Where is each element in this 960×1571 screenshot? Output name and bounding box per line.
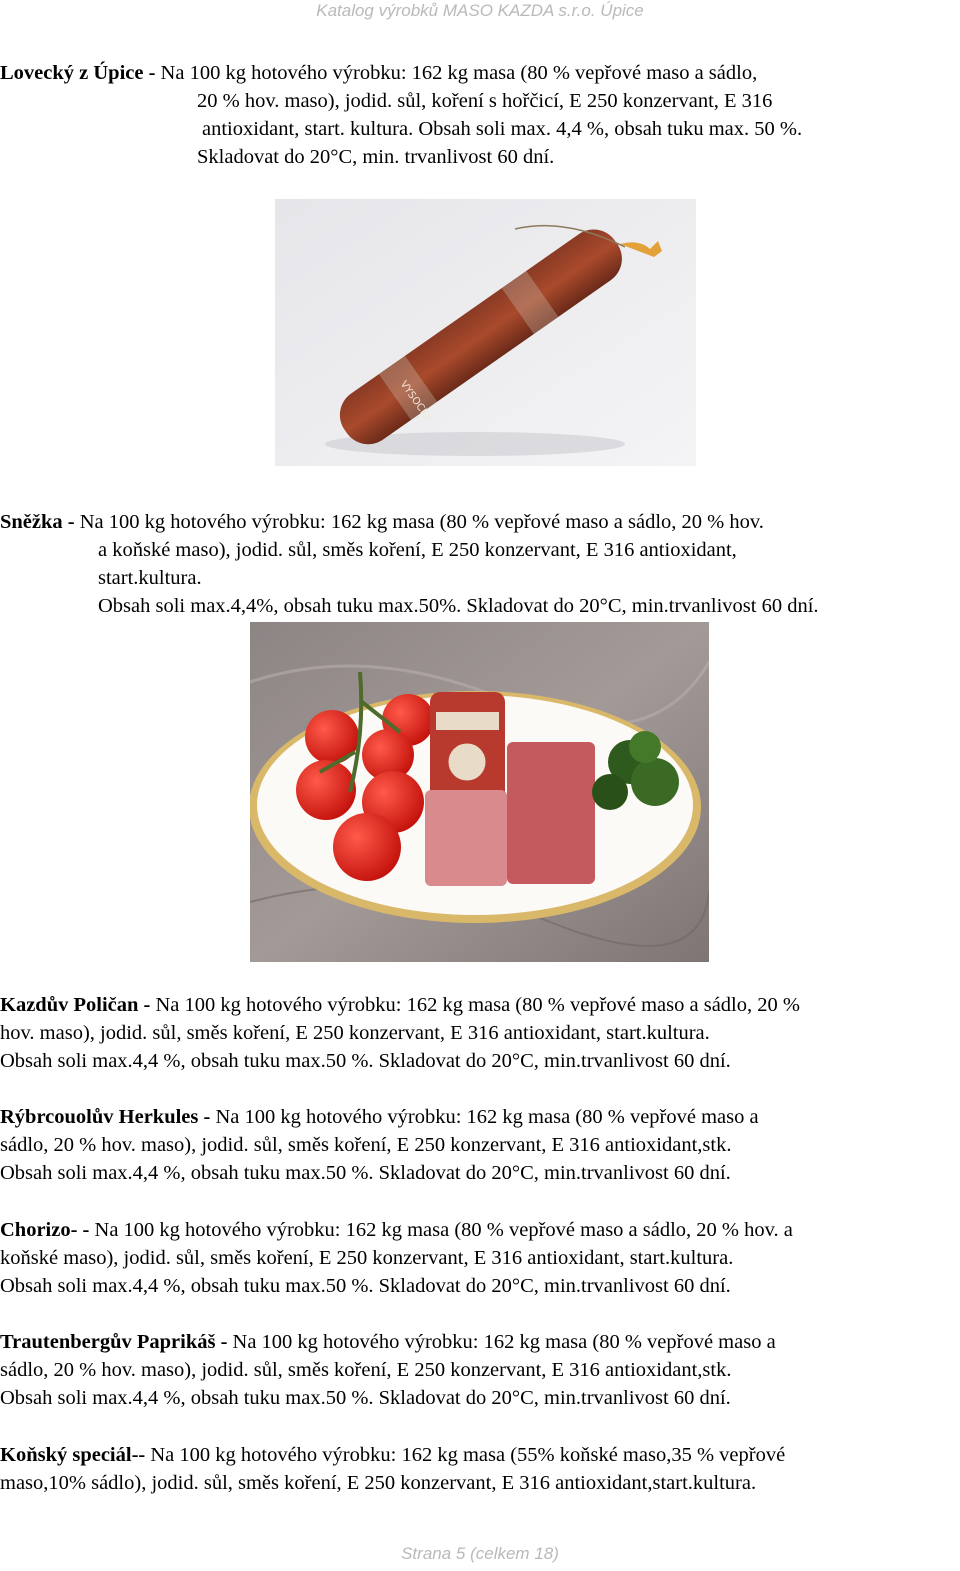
product-7-line-2: maso,10% sádlo), jodid. sůl, směs koření, E 250 konzervant, E 316 antioxidant,start.kultura. (0, 1472, 757, 1494)
product-3-text: Na 100 kg hotového výrobku: 162 kg masa (80 % vepřové maso a sádlo, 20 % (155, 994, 800, 1016)
page-header: Katalog výrobků MASO KAZDA s.r.o. Úpice (316, 1, 644, 20)
product-7-name: Koňský speciál-- (0, 1444, 151, 1466)
product-2-line-2: a koňské maso), jodid. sůl, směs koření, E 250 konzervant, E 316 antioxidant, (98, 539, 737, 561)
page-footer: Strana 5 (celkem 18) (401, 1544, 559, 1563)
product-6-line-1 (0, 1328, 776, 1356)
product-1-line-3: antioxidant, start. kultura. Obsah soli max. 4,4 %, obsah tuku max. 50 %. (202, 118, 803, 140)
product-3-line-1 (0, 991, 800, 1019)
product-6-name: Trautenbergův Paprikáš - (0, 1331, 233, 1353)
product-3-name: Kazdův Poličan - (0, 994, 156, 1016)
product-5-name: Chorizo- - (0, 1219, 95, 1241)
product-6-line-2: sádlo, 20 % hov. maso), jodid. sůl, směs koření, E 250 konzervant, E 316 antioxidant,stk. (0, 1359, 732, 1381)
product-1-name: Lovecký z Úpice - (0, 62, 161, 84)
product-5-line-3: Obsah soli max.4,4 %, obsah tuku max.50 %. Skladovat do 20°C, min.trvanlivost 60 dní. (0, 1275, 731, 1297)
product-4-line-2: sádlo, 20 % hov. maso), jodid. sůl, směs koření, E 250 konzervant, E 316 antioxidant,stk. (0, 1134, 732, 1156)
plate-photo (250, 622, 709, 962)
product-4-name: Rýbrcouolův Herkules - (0, 1106, 216, 1128)
product-2-line-3: start.kultura. (98, 567, 202, 589)
product-6-line-3: Obsah soli max.4,4 %, obsah tuku max.50 %. Skladovat do 20°C, min.trvanlivost 60 dní. (0, 1387, 731, 1409)
product-3-line-2: hov. maso), jodid. sůl, směs koření, E 250 konzervant, E 316 antioxidant, start.kultura. (0, 1022, 710, 1044)
product-3-line-3: Obsah soli max.4,4 %, obsah tuku max.50 %. Skladovat do 20°C, min.trvanlivost 60 dní. (0, 1050, 731, 1072)
product-4-line-1 (0, 1103, 759, 1131)
product-1-line-1 (0, 59, 757, 87)
product-7-text: Na 100 kg hotového výrobku: 162 kg masa (55% koňské maso,35 % vepřové (150, 1444, 786, 1466)
product-4-line-3: Obsah soli max.4,4 %, obsah tuku max.50 %. Skladovat do 20°C, min.trvanlivost 60 dní. (0, 1162, 731, 1184)
product-6-text: Na 100 kg hotového výrobku: 162 kg masa (80 % vepřové maso a (232, 1331, 776, 1353)
product-2-line-1 (0, 508, 764, 536)
product-2-line-4: Obsah soli max.4,4%, obsah tuku max.50%. Skladovat do 20°C, min.trvanlivost 60 dní. (98, 595, 819, 617)
product-1-text: Na 100 kg hotového výrobku: 162 kg masa (80 % vepřové maso a sádlo, (160, 62, 758, 84)
product-5-text: Na 100 kg hotového výrobku: 162 kg masa (80 % vepřové maso a sádlo, 20 % hov. a (94, 1219, 793, 1241)
product-2-text: Na 100 kg hotového výrobku: 162 kg masa (80 % vepřové maso a sádlo, 20 % hov. (79, 511, 764, 533)
product-4-text: Na 100 kg hotového výrobku: 162 kg masa (80 % vepřové maso a (215, 1106, 759, 1128)
product-2-name: Sněžka - (0, 511, 80, 533)
product-1-line-4: Skladovat do 20°C, min. trvanlivost 60 dní. (197, 146, 555, 168)
svg-text:VYSOCKÝ: VYSOCKÝ (397, 379, 434, 424)
product-1-line-2: 20 % hov. maso), jodid. sůl, koření s hořčicí, E 250 konzervant, E 316 (197, 90, 773, 112)
product-5-line-1 (0, 1216, 793, 1244)
salami-photo (275, 199, 696, 466)
product-5-line-2: koňské maso), jodid. sůl, směs koření, E 250 konzervant, E 316 antioxidant, start.kultura. (0, 1247, 734, 1269)
product-7-line-1 (0, 1441, 785, 1469)
